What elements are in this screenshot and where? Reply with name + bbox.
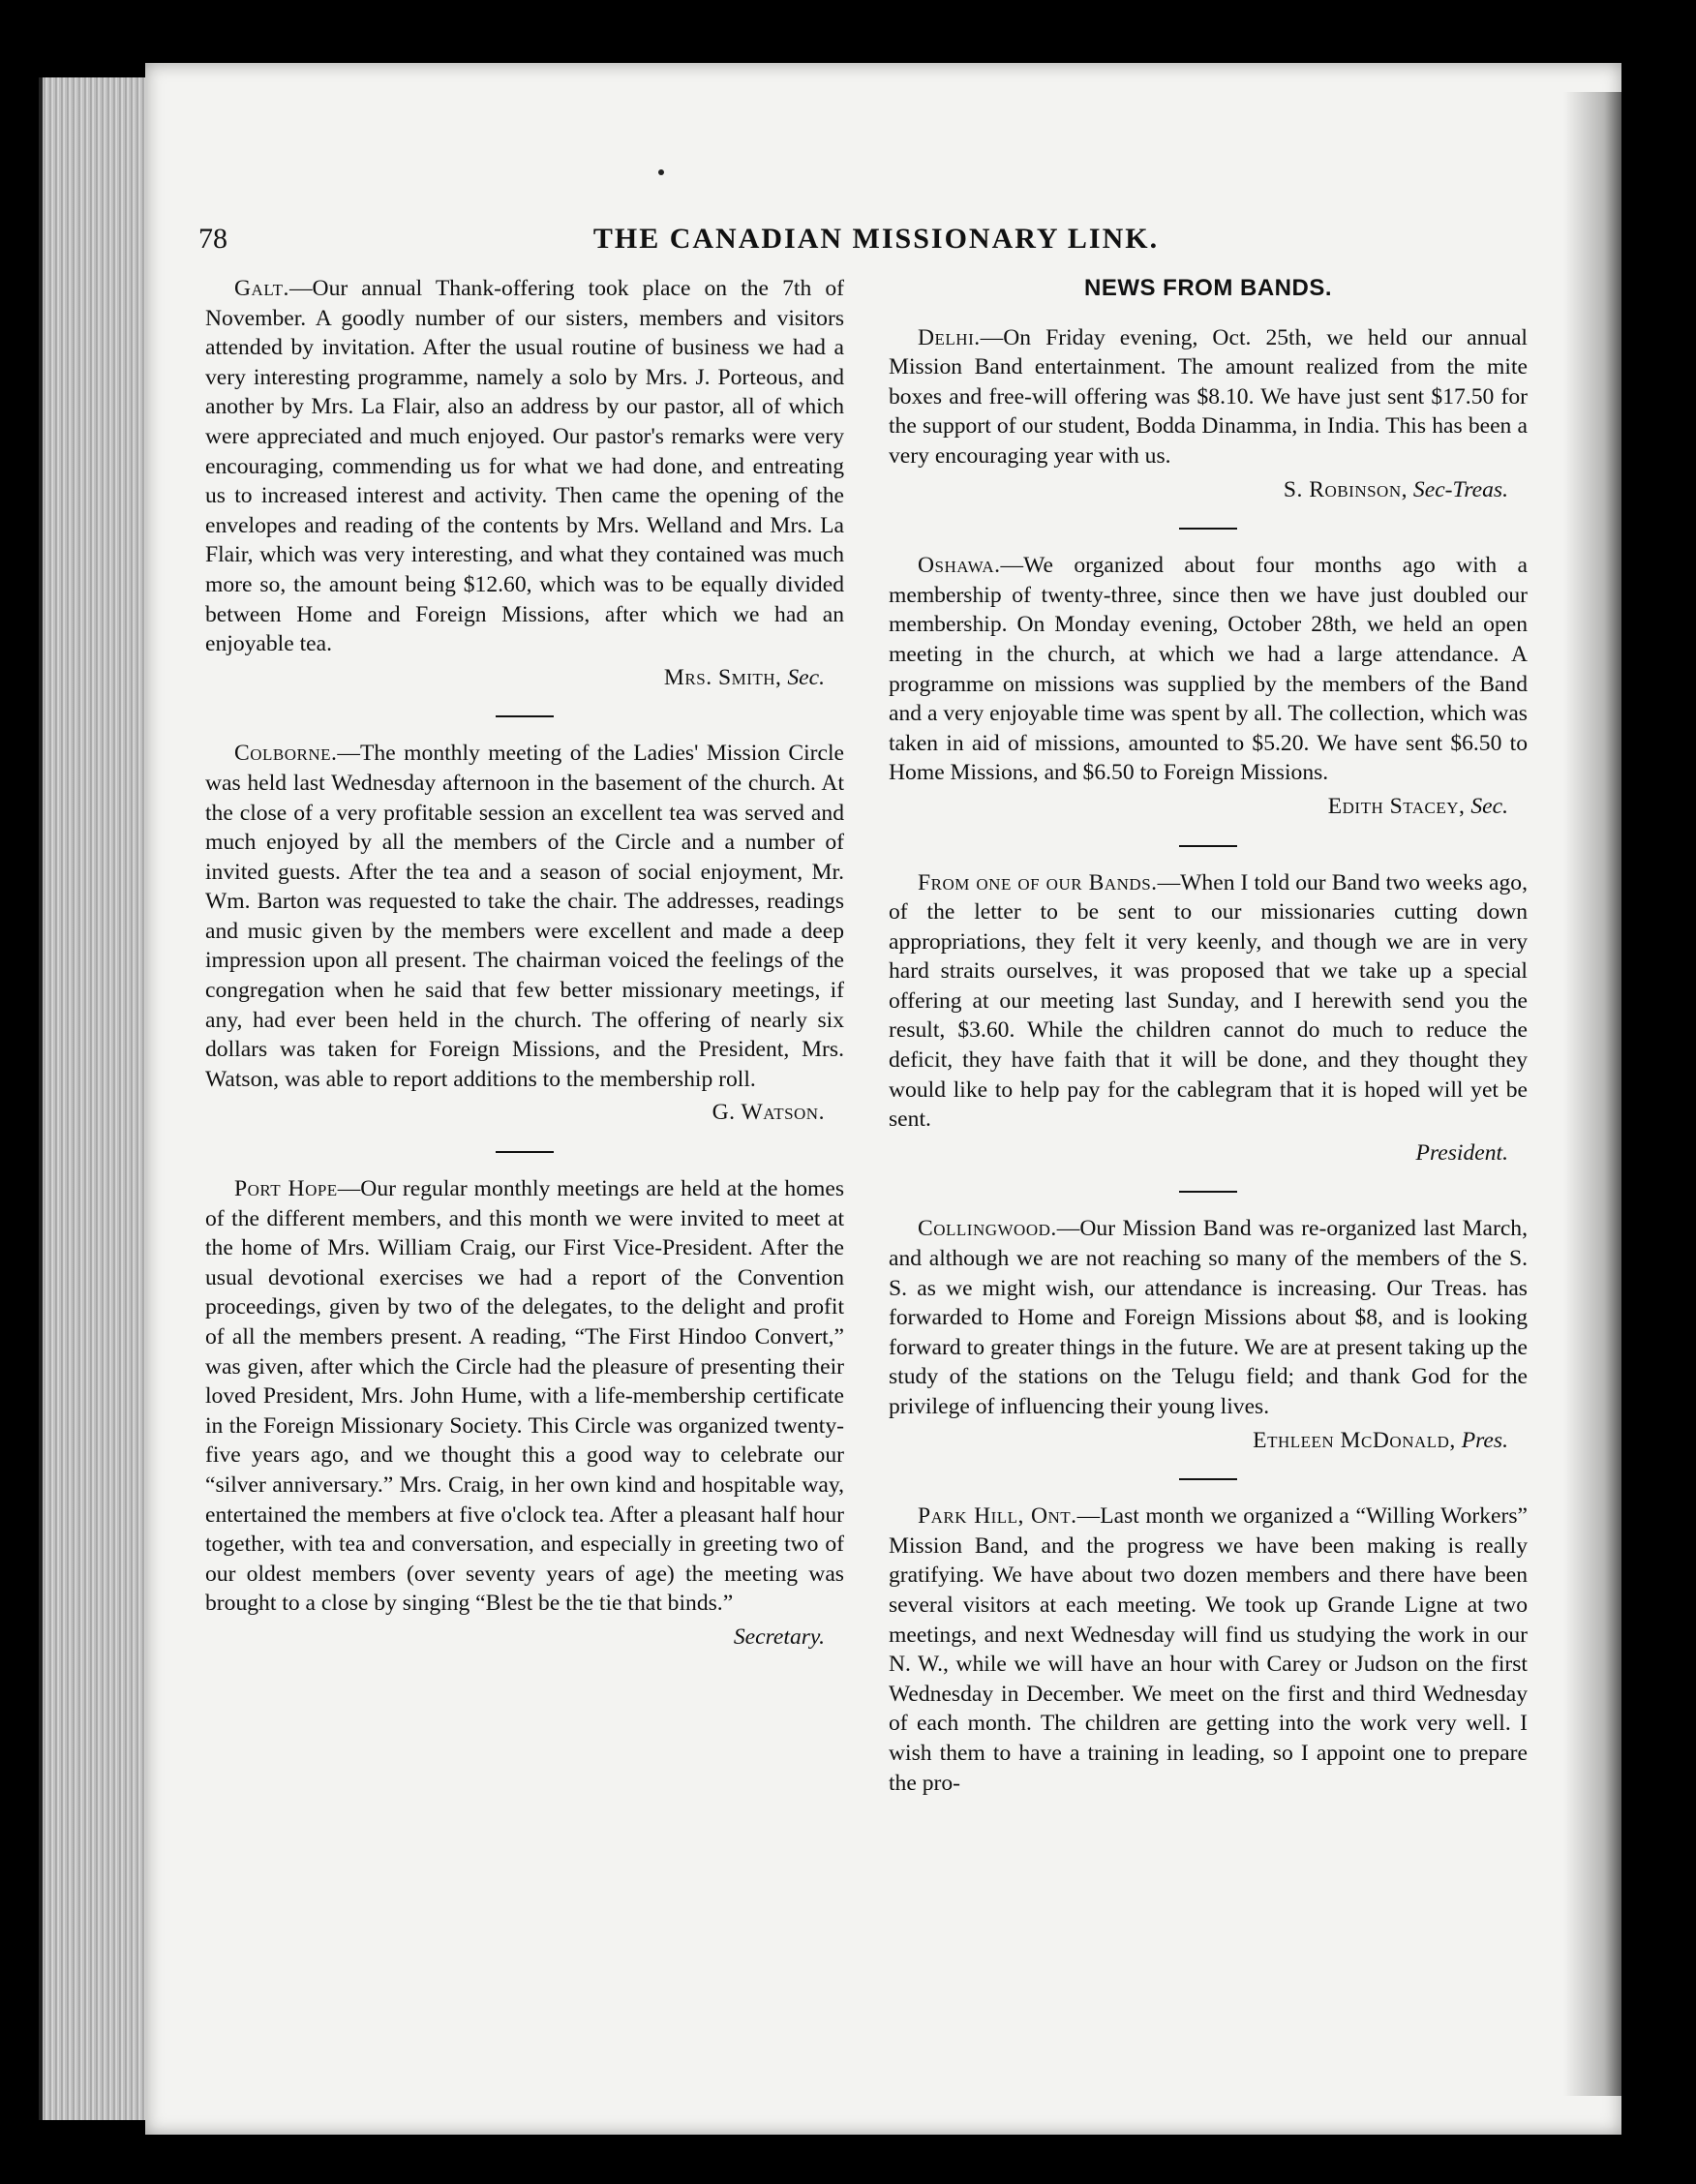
article-colborne: [205, 739, 844, 1128]
article-body: —On Friday evening, Oct. 25th, we held our annual Mission Band entertainment. The amount realized from the mite boxes and free-will offering was $8.10. We have just sent $17.50 for the support of our student, Bodda Dinamma, in India. This has been a very encouraging year with us.: [889, 324, 1528, 469]
article-collingwood: [889, 1214, 1528, 1455]
signature-role: Sec.: [1470, 793, 1508, 819]
article-place: Galt.: [234, 276, 289, 301]
article-delhi: [889, 323, 1528, 505]
article-text: [205, 274, 844, 659]
article-body: —Our regular monthly meetings are held at the homes of the different members, and this month we were invited to meet at the home of Mrs. William Craig, our First Vice-President. After the usual devotional exercises we had a report of the Convention proceedings, given by two of the delegates, to the delight and profit of all the members present. A reading, “The First Hindoo Convert,” was given, after which the Circle had the pleasure of presenting their loved President, Mrs. John Hume, with a life-membership certificate in the Foreign Missionary Society. This Circle was organized twenty-five years ago, and we thought this a good way to celebrate our “silver anniversary.” Mrs. Craig, in her own kind and hospitable way, entertained the members at five o'clock tea. After a pleasant half hour together, with tea and conversation, and especially in greeting two of our oldest members (over seventy years of age) the meeting was brought to a close by singing “Blest be the tie that binds.”: [205, 1176, 845, 1617]
article-text: [205, 739, 844, 1094]
article-from-one-of-our-bands: [889, 868, 1528, 1168]
signature-name: G. Watson.: [712, 1100, 825, 1126]
article-body: —The monthly meeting of the Ladies' Mission Circle was held last Wednesday afternoon in the basement of the church. At the close of a very profitable session an excellent tea was served and much enjoyed by all the members of the Circle and a number of invited guests. After the tea and a season of social enjoyment, Mr. Wm. Barton was requested to take the chair. The addresses, readings and music given by the members were excellent and made a deep impression upon all present. The chairman voiced the feelings of the congregation when he said that few better missionary meetings, if any, had ever been held in the church. The offering of nearly six dollars was taken for Foreign Missions, and the President, Mrs. Watson, was able to report additions to the membership roll.: [205, 741, 844, 1092]
article-place: From one of our Bands.: [918, 869, 1158, 895]
article-signature: [889, 1426, 1508, 1456]
separator-rule: [496, 1151, 554, 1153]
article-signature: [889, 475, 1508, 505]
article-body: —Our Mission Band was re-organized last March, and although we are not reaching so many of the members of the S. S. as we might wish, our attendance is increasing. Our Treas. has forwarded to Home and Foreign Missions about $8, and is looking forward to greater things in the future. We are at present taking up the study of the stations on the Telugu field; and thank God for the privilege of influencing their young lives.: [889, 1216, 1528, 1419]
article-galt: [205, 274, 844, 692]
separator-rule: [1179, 1478, 1237, 1480]
signature-role: Sec.: [787, 664, 825, 690]
article-body: —We organized about four months ago with a membership of twenty-three, since then we have just doubled our membership. On Monday evening, October 28th, we held an open meeting in the church, at which we had a large attendance. A programme on missions was supplied by the members of the Band and a very enjoyable time was spent by all. The collection, which was taken in aid of missions, amounted to $5.20. We have sent $6.50 to Home Missions, and $6.50 to Foreign Missions.: [889, 553, 1528, 786]
signature-role: Pres.: [1461, 1427, 1508, 1453]
article-place: Colborne.: [234, 741, 338, 767]
article-place: Park Hill, Ont.: [918, 1503, 1077, 1530]
article-signature: [205, 663, 825, 693]
article-place: Delhi.: [918, 324, 981, 350]
right-column: [889, 274, 1528, 1798]
article-signature: [889, 792, 1508, 822]
article-text: [889, 868, 1528, 1135]
left-column: [205, 274, 844, 1653]
signature-role: President.: [1415, 1139, 1508, 1166]
page-number: 78: [198, 223, 227, 255]
section-heading: NEWS FROM BANDS.: [1084, 275, 1332, 301]
signature-name: Edith Stacey,: [1327, 793, 1466, 819]
article-body: —When I told our Band two weeks ago, of the letter to be sent to our missionaries cutting down appropriations, they felt it very keenly, and though we are in very hard straits ourselves, it was proposed that we take up a special offering at our meeting last Sunday, and I herewith send you the result, $3.60. While the children cannot do much to reduce the deficit, they have faith that it will be done, and they thought they would like to help pay for the cablegram that it is hoped will yet be sent.: [889, 869, 1528, 1133]
ink-speck: [658, 169, 664, 175]
article-oshawa: [889, 551, 1528, 821]
signature-role: Sec-Treas.: [1412, 476, 1508, 502]
separator-rule: [1179, 1191, 1237, 1193]
signature-name: S. Robinson,: [1283, 476, 1408, 502]
article-place: Port Hope: [234, 1176, 338, 1202]
separator-rule: [1179, 845, 1237, 847]
article-text: [889, 1214, 1528, 1421]
article-place: Collingwood.: [918, 1216, 1057, 1242]
signature-name: Ethleen McDonald,: [1253, 1427, 1456, 1453]
article-signature: [205, 1098, 825, 1128]
article-text: [205, 1174, 844, 1619]
signature-name: Mrs. Smith,: [663, 664, 782, 690]
page: [145, 63, 1621, 2135]
article-text: [889, 1502, 1528, 1798]
article-signature: [205, 1623, 825, 1653]
article-body: —Last month we organized a “Willing Workers” Mission Band, and the progress we have been making is really gratifying. We have about two dozen members and there have been several visitors at each meeting. We took up Grande Ligne at two meetings, and next Wednesday will find us studying the work in our N. W., while we will have an hour with Carey or Judson on the first Wednesday in December. We meet on the first and third Wednesday of each month. The children are getting into the work very well. I wish them to have a training in leading, so I appoint one to prepare the pro-: [889, 1503, 1528, 1796]
running-title: THE CANADIAN MISSIONARY LINK.: [592, 223, 1160, 255]
article-text: [889, 323, 1528, 471]
separator-rule: [1179, 528, 1237, 530]
article-body: —Our annual Thank-offering took place on the 7th of November. A goodly number of our sisters, members and visitors attended by invitation. After the usual routine of business we had a very interesting programme, namely a solo by Mrs. J. Porteous, and another by Mrs. La Flair, also an address by our pastor, all of which were appreciated and much enjoyed. Our pastor's remarks were very encouraging, commending us for what we had done, and entreating us to increased interest and activity. Then came the opening of the envelopes and reading of the contents by Mrs. Welland and Mrs. La Flair, which was very interesting, and what they contained was much more so, the amount being $12.60, which was to be equally divided between Home and Foreign Missions, after which we had an enjoyable tea.: [205, 276, 844, 657]
article-park-hill: [889, 1502, 1528, 1798]
article-place: Oshawa.: [918, 553, 1001, 579]
page-header: [198, 223, 1554, 271]
separator-rule: [496, 715, 554, 717]
article-text: [889, 551, 1528, 788]
article-port-hope: [205, 1174, 844, 1653]
article-signature: [889, 1138, 1508, 1168]
signature-role: Secretary.: [733, 1623, 825, 1650]
